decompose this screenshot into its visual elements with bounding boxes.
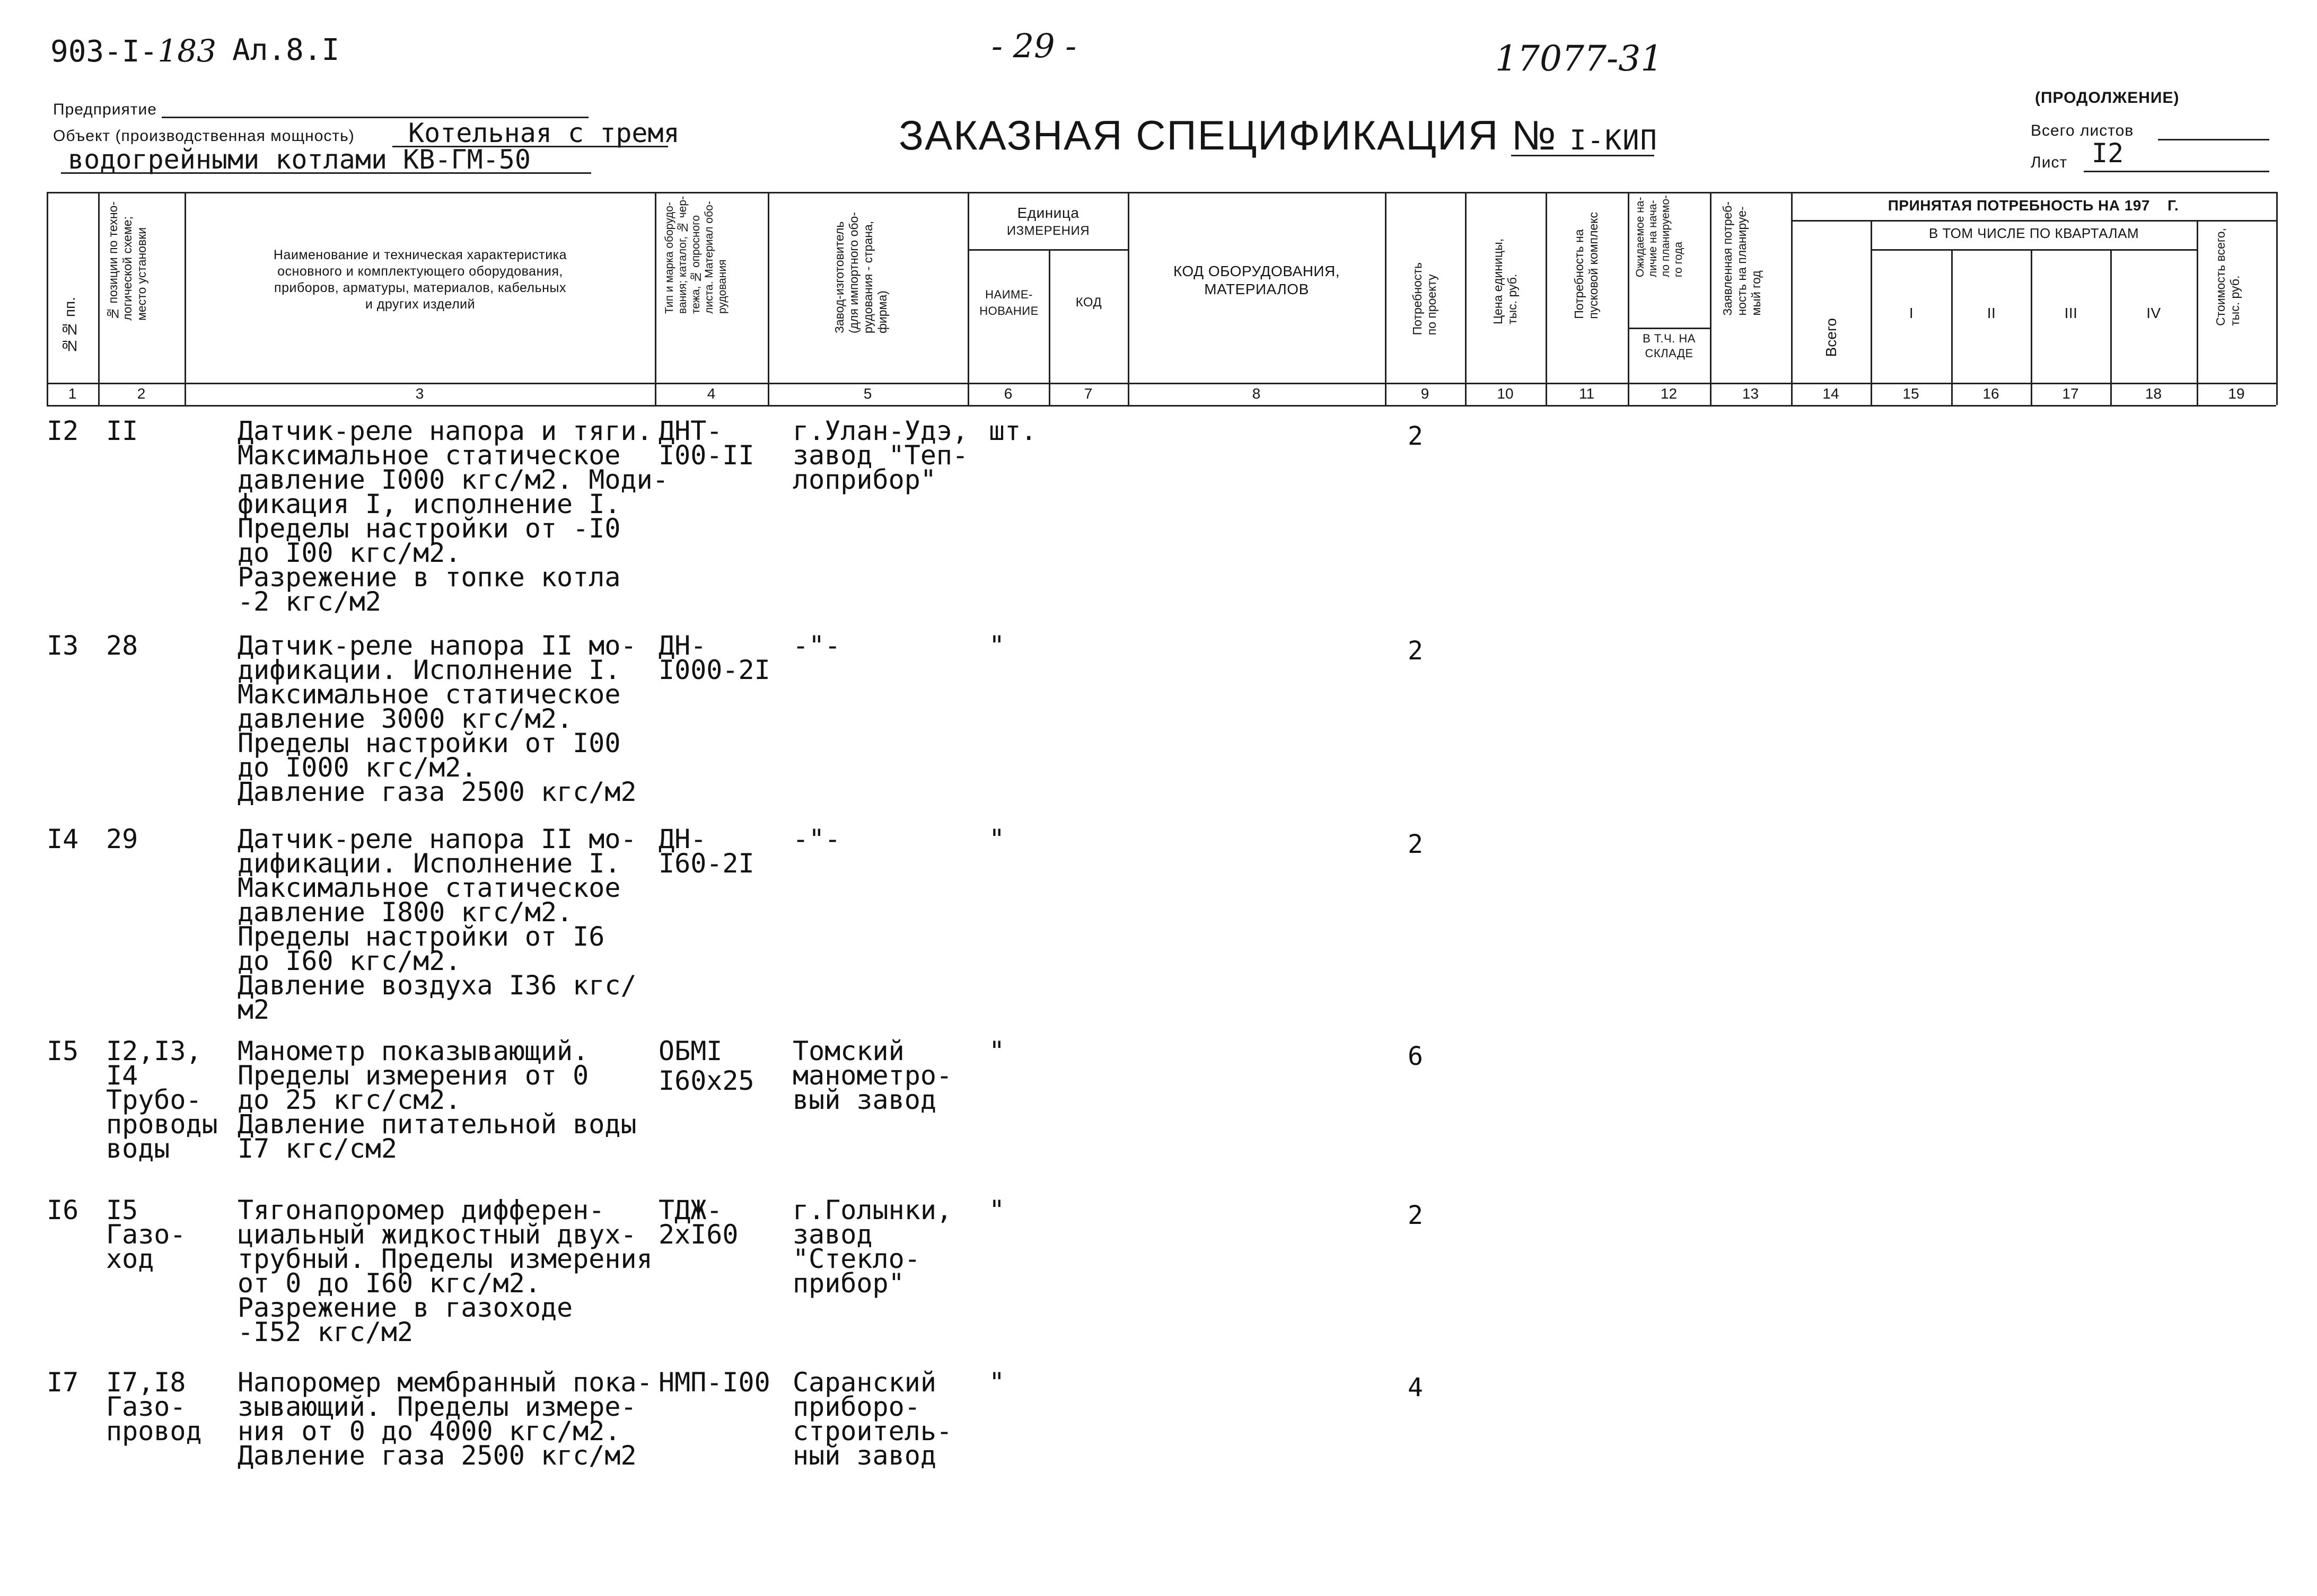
hdr-declared [1721, 201, 1763, 316]
title-text: ЗАКАЗНАЯ СПЕЦИФИКАЦИЯ № [899, 112, 1557, 158]
cell-unit-line: " [989, 630, 1005, 661]
cell-type-line: I60x25 [659, 1065, 754, 1096]
hdr-q1: I [1909, 305, 1914, 321]
cell-qty-line: 2 [1408, 830, 1423, 859]
cell-desc-line: Максимальное статическое [238, 440, 621, 471]
cell-maker-line: ный завод [793, 1440, 936, 1471]
cell-desc [238, 1195, 653, 1347]
hdr-type [663, 196, 729, 314]
cell-desc-line: Тягонапоромер дифферен- [238, 1195, 605, 1225]
colnum-13: 13 [1742, 385, 1759, 402]
hdr-cost-l1: Стоимость всего, [2214, 228, 2227, 326]
cell-maker [793, 1036, 953, 1115]
object-underline-2 [61, 172, 591, 174]
col-line-17 [2110, 249, 2112, 405]
hdr-q3: III [2064, 305, 2078, 321]
hdr-expected-l3: ло планируемо- [1660, 195, 1672, 278]
hdr-maker-l3: рудования - страна, [861, 221, 875, 334]
cell-pos [106, 1036, 218, 1164]
hdr-maker-l2: (для импортного обо- [847, 212, 861, 334]
cell-desc-line: Давление воздуха I36 кгс/ [238, 970, 637, 1001]
col-line-11 [1628, 192, 1629, 405]
cell-n [47, 1195, 79, 1225]
cell-desc-line: дификации. Исполнение I. [238, 655, 621, 685]
accepted-divider [1791, 220, 2276, 222]
hdr-type-l5: рудования [716, 259, 729, 314]
cell-type-line: ОБМI [659, 1036, 723, 1066]
cell-qty-line: 6 [1408, 1042, 1423, 1071]
colnum-18: 18 [2145, 385, 2162, 402]
hdr-expected-l1: Ожидаемое на- [1634, 197, 1646, 278]
hdr-equipment-code-l1: КОД ОБОРУДОВАНИЯ, [1173, 263, 1340, 279]
album-number: Ал.8.I [232, 33, 340, 67]
cell-pos-line: ход [106, 1244, 154, 1274]
col-line-19 [2276, 192, 2278, 405]
cell-desc [238, 1036, 637, 1164]
cell-pos-line: Трубо- [106, 1084, 202, 1115]
hdr-type-l1: Тип и марка оборудо- [663, 202, 675, 314]
hdr-position-l2: логической схеме; [120, 216, 134, 321]
cell-unit-line: " [989, 1367, 1005, 1398]
cell-desc-line: Давление газа 2500 кгс/м2 [238, 1440, 637, 1471]
colnum-17: 17 [2062, 385, 2079, 402]
document-code [50, 33, 216, 69]
cell-unit [989, 1195, 1005, 1225]
hdr-launch-l2: пусковой комплекс [1586, 212, 1600, 319]
cell-desc-line: -2 кгс/м2 [238, 586, 381, 617]
hdr-expected-l2: личие на нача- [1647, 200, 1659, 278]
hdr-unit-name-l2: НОВАНИЕ [979, 304, 1039, 318]
cell-unit [989, 1367, 1005, 1398]
cell-unit-line: шт. [989, 416, 1037, 446]
cell-pos-line: 29 [106, 824, 138, 854]
cell-type-line: НМП-I00 [659, 1367, 770, 1398]
cell-desc-line: Разрежение в топке котла [238, 562, 621, 593]
cell-type-line: ТДЖ- [659, 1195, 723, 1225]
cell-pos-line: Газо- [106, 1391, 186, 1422]
cell-unit [989, 824, 1005, 854]
cell-desc-line: до I60 кгс/м2. [238, 946, 461, 976]
spec-number-underline [1511, 155, 1654, 156]
colnum-15: 15 [1902, 385, 1919, 402]
cell-pos-line: II [106, 416, 138, 446]
colnum-8: 8 [1252, 385, 1261, 402]
cell-qty-line: 2 [1408, 421, 1423, 451]
cell-type-line: I00-II [659, 440, 754, 471]
hdr-maker-l4: фирма) [875, 290, 889, 334]
cell-desc-line: Манометр показывающий. [238, 1036, 589, 1066]
hdr-need-l2: по проекту [1425, 274, 1438, 336]
enterprise-label: Предприятие [53, 101, 157, 118]
col-line-12 [1710, 192, 1712, 405]
hdr-price [1491, 239, 1520, 324]
cell-desc-line: давление 3000 кгс/м2. [238, 703, 573, 734]
hdr-cost-l2: тыс. руб. [2228, 275, 2242, 326]
colnum-10: 10 [1497, 385, 1514, 402]
cell-type-line: ДН- [659, 824, 707, 854]
cell-n-line: I5 [47, 1036, 79, 1066]
cell-desc-line: Пределы настройки от I00 [238, 728, 621, 759]
col-line-7 [1128, 192, 1129, 405]
cell-desc-line: до I00 кгс/м2. [238, 537, 461, 568]
cell-type-line: I000-2I [659, 655, 770, 685]
cell-type-line: ДНТ- [659, 416, 723, 446]
cell-pos-line: Газо- [106, 1219, 186, 1250]
cell-pos-line: проводы [106, 1109, 218, 1140]
cell-desc [238, 416, 669, 617]
cell-maker-line: вый завод [793, 1084, 936, 1115]
cell-maker-line: манометро- [793, 1060, 953, 1091]
cell-desc-line: до I000 кгс/м2. [238, 752, 477, 783]
hdr-price-l1: Цена единицы, [1491, 239, 1505, 324]
cell-desc-line: Датчик-реле напора II мо- [238, 824, 637, 854]
cell-pos [106, 824, 138, 854]
cell-n [47, 1036, 79, 1066]
colnum-4: 4 [707, 385, 716, 402]
hdr-launch [1572, 212, 1601, 319]
hdr-unit-group-l2: ИЗМЕРЕНИЯ [1006, 224, 1090, 238]
cell-qty [1408, 1373, 1423, 1403]
cell-maker [793, 630, 841, 661]
cell-pos [106, 1367, 202, 1447]
colnum-12: 12 [1660, 385, 1678, 402]
hdr-description-l4: и других изделий [365, 297, 476, 312]
hdr-declared-l3: мый год [1749, 270, 1763, 316]
colnum-6: 6 [1004, 385, 1013, 402]
cell-maker [793, 1195, 953, 1299]
colnum-7: 7 [1084, 385, 1093, 402]
cell-qty [1408, 1203, 1423, 1228]
cell-maker [793, 1367, 953, 1471]
cell-unit-line: " [989, 824, 1005, 854]
cell-desc-line: циальный жидкостный двух- [238, 1219, 637, 1250]
hdr-price-l2: тыс. руб. [1505, 274, 1519, 324]
cell-unit [989, 630, 1005, 661]
cell-unit-line: " [989, 1195, 1005, 1225]
cell-pos-line: I7,I8 [106, 1367, 186, 1398]
col-line-16 [2031, 249, 2032, 405]
cell-n-line: I7 [47, 1367, 79, 1398]
cell-maker-line: -"- [793, 630, 841, 661]
col-line-15 [1951, 249, 1953, 405]
cell-type [659, 630, 770, 685]
cell-maker [793, 824, 841, 854]
hdr-expected [1634, 195, 1685, 277]
cell-n [47, 1367, 79, 1398]
col-line-18 [2197, 220, 2198, 405]
cell-pos [106, 630, 138, 661]
cell-maker-line: завод [793, 1219, 873, 1250]
col-line-8 [1385, 192, 1386, 405]
cell-desc-line: Максимальное статическое [238, 872, 621, 903]
cell-n-line: I2 [47, 416, 79, 446]
cell-maker-line: Саранский [793, 1367, 936, 1398]
cell-qty-line: 2 [1408, 636, 1423, 666]
cell-desc-line: Пределы измерения от 0 [238, 1060, 589, 1091]
cell-desc-line: I7 кгс/см2 [238, 1133, 398, 1164]
cell-unit-line: " [989, 1036, 1005, 1066]
hdr-unit-code: КОД [1075, 295, 1102, 310]
hdr-position [106, 201, 149, 321]
cell-unit [989, 416, 1037, 446]
hdr-description-l2: основного и комплектующего оборудования, [277, 264, 563, 279]
cell-pos-line: I4 [106, 1060, 138, 1091]
cell-desc-line: зывающий. Пределы измере- [238, 1391, 637, 1422]
cell-qty [1408, 636, 1423, 666]
hdr-description-l1: Наименование и техническая характеристика [273, 248, 567, 262]
cell-qty-line: 2 [1408, 1201, 1423, 1230]
col-line-2 [185, 192, 186, 405]
cell-type [659, 1367, 770, 1398]
cell-desc-line: до 25 кгс/см2. [238, 1084, 461, 1115]
quarters-divider [1871, 249, 2197, 251]
cell-type-line: 2xI60 [659, 1219, 739, 1250]
cell-maker-line: лоприбор" [793, 464, 936, 495]
hdr-warehouse [1629, 331, 1709, 361]
cell-maker-line: г.Улан-Удэ, [793, 416, 969, 446]
cell-pos-line: провод [106, 1416, 202, 1447]
cell-desc-line: Давление питательной воды [238, 1109, 637, 1140]
hdr-maker-l1: Завод-изготовитель [832, 221, 846, 334]
cell-pos-line: воды [106, 1133, 170, 1164]
hdr-unit-group [969, 204, 1127, 240]
cell-type [659, 824, 754, 879]
cell-desc [238, 824, 637, 1025]
hdr-position-l1: № позиции по техно- [106, 201, 120, 321]
header-top-border [47, 192, 2276, 193]
col-line-6 [1049, 249, 1050, 405]
cell-maker-line: прибор" [793, 1268, 905, 1299]
cell-desc-line: Датчик-реле напора II мо- [238, 630, 637, 661]
cell-desc-line: -I52 кгс/м2 [238, 1317, 414, 1347]
cell-maker-line: г.Голынки, [793, 1195, 953, 1225]
hdr-total-text: Всего [1823, 318, 1839, 357]
cell-maker [793, 416, 969, 495]
col-line-10 [1546, 192, 1547, 405]
hdr-declared-l2: ность на планируе- [1735, 206, 1749, 316]
hdr-warehouse-l1: В Т.Ч. НА [1643, 332, 1696, 345]
cell-desc-line: Разрежение в газоходе [238, 1292, 573, 1323]
hdr-total [1824, 318, 1838, 357]
hdr-unit-name-l1: НАИМЕ- [985, 288, 1033, 301]
hdr-unit-name [969, 286, 1049, 319]
cell-qty [1408, 421, 1423, 451]
cell-qty [1408, 1044, 1423, 1069]
cell-type [659, 1036, 754, 1096]
hdr-description-l3: приборов, арматуры, материалов, кабельных [274, 280, 566, 295]
cell-pos [106, 1195, 186, 1274]
hdr-warehouse-l2: СКЛАДЕ [1645, 347, 1693, 360]
cell-desc-line: от 0 до I60 кгс/м2. [238, 1268, 541, 1299]
cell-maker-line: "Стекло- [793, 1244, 920, 1274]
document-code-printed: 903-I- [50, 34, 158, 69]
col-line-0 [47, 192, 48, 405]
hdr-equipment-code [1129, 262, 1384, 298]
cell-maker-line: -"- [793, 824, 841, 854]
cell-n-line: I4 [47, 824, 79, 854]
unit-group-divider [968, 249, 1128, 251]
hdr-position-l3: место установки [135, 227, 148, 321]
sheet-underline [2084, 171, 2269, 172]
page-number: - 29 - [991, 27, 1077, 65]
object-line-2: водогрейными котлами КВ-ГМ-50 [68, 144, 531, 175]
hdr-row-number [63, 297, 77, 354]
cell-qty [1408, 832, 1423, 857]
cell-desc-line: Пределы настройки от I6 [238, 921, 605, 952]
cell-desc [238, 1367, 653, 1471]
cell-maker-line: завод "Теп- [793, 440, 969, 471]
document-code-handwritten: 183 [157, 33, 217, 69]
object-label: Объект (производственная мощность) [53, 127, 355, 145]
cell-desc-line: Максимальное статическое [238, 679, 621, 710]
cell-type [659, 1195, 739, 1250]
cell-desc-line: давление I800 кгс/м2. [238, 897, 573, 928]
cell-desc-line: трубный. Пределы измерения [238, 1244, 653, 1274]
colnum-16: 16 [1982, 385, 1999, 402]
hdr-type-l4: листа. Материал обо- [703, 201, 715, 314]
sheet-label: Лист [2031, 154, 2068, 171]
cell-n-line: I3 [47, 630, 79, 661]
cell-n-line: I6 [47, 1195, 79, 1225]
col-line-13 [1791, 192, 1793, 405]
spec-number: I-КИП [1569, 125, 1658, 156]
page-title [899, 111, 1658, 160]
cell-desc-line: Датчик-реле напора и тяги. [238, 416, 653, 446]
hdr-type-l3: тежа, № опросного [690, 215, 702, 314]
continuation-label: (ПРОДОЛЖЕНИЕ) [2035, 89, 2180, 107]
hdr-cost [2214, 228, 2242, 326]
colnum-2: 2 [137, 385, 146, 402]
col-line-3 [655, 192, 656, 405]
cell-pos-line: I2,I3, [106, 1036, 202, 1066]
object-line-1: Котельная с тремя [408, 118, 680, 148]
expected-divider [1628, 328, 1710, 329]
cell-qty-line: 4 [1408, 1373, 1423, 1403]
cell-n [47, 824, 79, 854]
cell-type [659, 416, 754, 471]
col-line-1 [98, 192, 100, 405]
cell-maker-line: строитель- [793, 1416, 953, 1447]
cell-type-line: I60-2I [659, 848, 754, 879]
hdr-description [191, 247, 650, 313]
cell-n [47, 416, 79, 446]
colnum-11: 11 [1578, 385, 1595, 402]
hdr-maker [832, 212, 890, 333]
hdr-quarters: В ТОМ ЧИСЛЕ ПО КВАРТАЛАМ [1928, 225, 2139, 241]
sheets-total-label: Всего листов [2031, 122, 2134, 139]
cell-desc-line: Давление газа 2500 кгс/м2 [238, 777, 637, 807]
hdr-q4: IV [2146, 305, 2161, 321]
col-line-9 [1465, 192, 1467, 405]
cell-pos [106, 416, 138, 446]
hdr-expected-l4: го года [1672, 242, 1684, 278]
hdr-equipment-code-l2: МАТЕРИАЛОВ [1204, 281, 1309, 297]
colnum-3: 3 [415, 385, 424, 402]
colnum-1: 1 [68, 385, 77, 402]
cell-n [47, 630, 79, 661]
cell-desc-line: дификации. Исполнение I. [238, 848, 621, 879]
cell-type-line: ДН- [659, 630, 707, 661]
archive-number: 17077-31 [1495, 38, 1663, 79]
colnum-5: 5 [863, 385, 872, 402]
cell-desc-line: давление I000 кгс/м2. Моди- [238, 464, 669, 495]
hdr-row-number-text: №№ пп. [62, 297, 78, 354]
hdr-need [1410, 262, 1439, 335]
cell-desc-line: м2 [238, 994, 270, 1025]
cell-pos-line: 28 [106, 630, 138, 661]
cell-maker-line: Томский [793, 1036, 905, 1066]
colnum-9: 9 [1420, 385, 1429, 402]
hdr-unit-group-l1: Единица [1017, 205, 1079, 221]
cell-pos-line: I5 [106, 1195, 138, 1225]
cell-desc [238, 630, 637, 807]
cell-desc-line: Пределы настройки от -I0 [238, 513, 621, 544]
header-numbers-border [47, 405, 2276, 407]
cell-desc-line: Напоромер мембранный пока- [238, 1367, 653, 1398]
cell-unit [989, 1036, 1005, 1066]
hdr-launch-l1: Потребность на [1572, 229, 1586, 319]
col-line-4 [768, 192, 769, 405]
hdr-need-l1: Потребность [1410, 262, 1424, 336]
cell-maker-line: приборо- [793, 1391, 920, 1422]
colnum-14: 14 [1822, 385, 1839, 402]
cell-desc-line: ния от 0 до 4000 кгс/м2. [238, 1416, 621, 1447]
sheets-total-underline [2158, 139, 2269, 140]
hdr-accepted: ПРИНЯТАЯ ПОТРЕБНОСТЬ НА 197 Г. [1888, 197, 2179, 214]
hdr-type-l2: вания; каталог, № чер- [677, 196, 689, 314]
hdr-declared-l1: Заявленная потреб- [1721, 201, 1734, 316]
hdr-q2: II [1987, 305, 1996, 321]
sheet-number: I2 [2092, 138, 2124, 169]
cell-desc-line: фикация I, исполнение I. [238, 489, 621, 519]
colnum-19: 19 [2228, 385, 2245, 402]
